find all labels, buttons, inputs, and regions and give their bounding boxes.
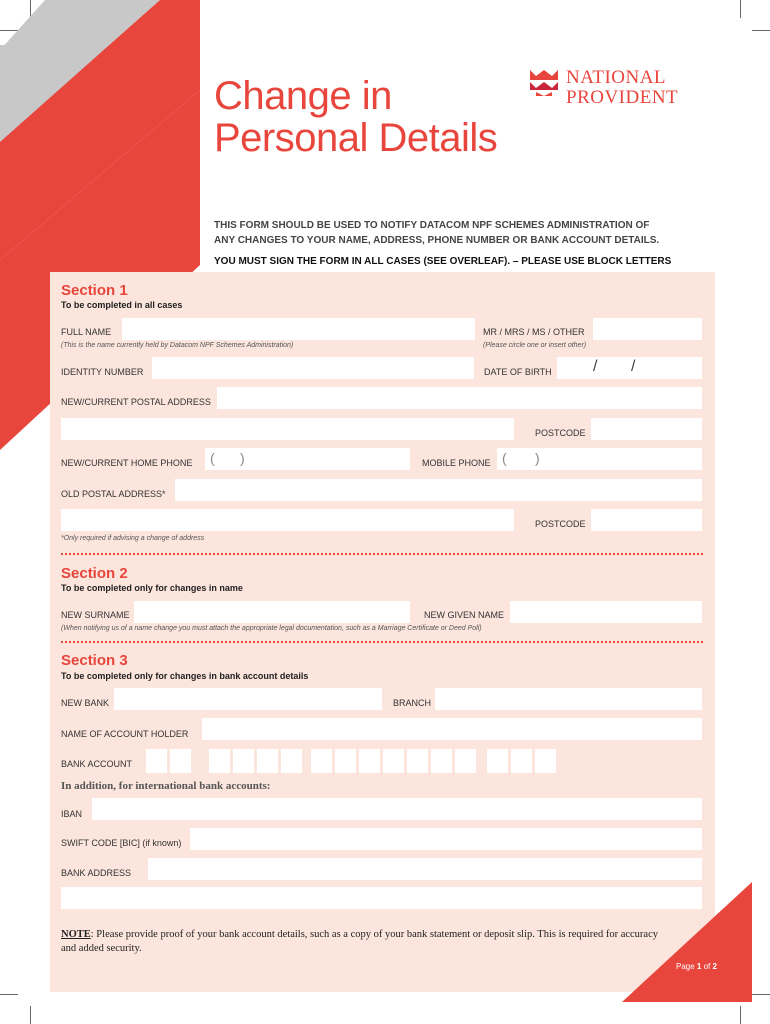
- account-digit-box[interactable]: [209, 749, 230, 773]
- mobile-phone-label: MOBILE PHONE: [422, 458, 491, 468]
- postal-address-field[interactable]: [217, 387, 702, 409]
- account-digit-box[interactable]: [146, 749, 167, 773]
- account-digit-box[interactable]: [233, 749, 254, 773]
- dob-separator: /: [631, 358, 636, 375]
- crop-mark: [752, 30, 770, 31]
- full-name-hint: (This is the name currently held by Datacom NPF Schemes Administration): [61, 342, 294, 349]
- paren-close: ): [240, 450, 245, 466]
- logo-line1: NATIONAL: [566, 67, 667, 88]
- bank-address-line2-field[interactable]: [61, 887, 702, 909]
- name-change-hint: (When notifying us of a name change you must attach the appropriate legal documentation, such as a Marriage Certificate or Deed Poll): [61, 625, 482, 632]
- account-digit-box[interactable]: [281, 749, 302, 773]
- new-surname-label: NEW SURNAME: [61, 610, 130, 620]
- title-label: MR / MRS / MS / OTHER: [483, 327, 585, 337]
- old-postal-field[interactable]: [175, 479, 702, 501]
- postal-address-label: NEW/CURRENT POSTAL ADDRESS: [61, 397, 211, 407]
- account-digit-box[interactable]: [257, 749, 278, 773]
- account-digit-box[interactable]: [311, 749, 332, 773]
- iban-label: IBAN: [61, 809, 83, 819]
- swift-field[interactable]: [190, 828, 702, 850]
- dob-label: DATE OF BIRTH: [484, 367, 552, 377]
- account-digit-box[interactable]: [487, 749, 508, 773]
- section2-title: Section 2: [61, 565, 128, 582]
- full-name-field[interactable]: [122, 318, 475, 340]
- new-bank-label: NEW BANK: [61, 698, 110, 708]
- home-phone-field[interactable]: [205, 448, 410, 470]
- bank-address-field[interactable]: [148, 858, 702, 880]
- bank-account-label: BANK ACCOUNT: [61, 759, 133, 769]
- postal-address-line2-field[interactable]: [61, 418, 514, 440]
- account-digit-box[interactable]: [359, 749, 380, 773]
- bank-address-label: BANK ADDRESS: [61, 868, 132, 878]
- logo-line2: PROVIDENT: [566, 87, 679, 108]
- paren-open: (: [210, 450, 215, 466]
- section3-title: Section 3: [61, 652, 128, 669]
- page-title: Change in Personal Details: [214, 74, 498, 160]
- logo: [528, 68, 678, 108]
- account-digit-box[interactable]: [335, 749, 356, 773]
- crop-mark: [740, 0, 741, 18]
- account-digit-box[interactable]: [455, 749, 476, 773]
- form-panel: [50, 272, 715, 992]
- new-given-name-field[interactable]: [510, 601, 702, 623]
- id-number-label: IDENTITY NUMBER: [61, 367, 144, 377]
- account-digit-box[interactable]: [170, 749, 191, 773]
- bank-proof-note: NOTE: Please provide proof of your bank account details, such as a copy of your bank statement or deposit slip. This is required for accuracy and added security.: [61, 929, 658, 954]
- crop-mark: [30, 1006, 31, 1024]
- account-digit-box[interactable]: [535, 749, 556, 773]
- old-postal-line2-field[interactable]: [61, 509, 514, 531]
- title-field[interactable]: [593, 318, 702, 340]
- section3-subtitle: To be completed only for changes in bank account details: [61, 671, 309, 681]
- full-name-label: FULL NAME: [61, 327, 112, 337]
- old-postcode-label: POSTCODE: [535, 519, 586, 529]
- postcode-label: POSTCODE: [535, 428, 586, 438]
- paren-close: ): [535, 450, 540, 466]
- account-digit-box[interactable]: [511, 749, 532, 773]
- new-surname-field[interactable]: [134, 601, 410, 623]
- branch-label: BRANCH: [393, 698, 432, 708]
- form-notice: THIS FORM SHOULD BE USED TO NOTIFY DATACOM NPF SCHEMES ADMINISTRATION OF ANY CHANGES TO YOUR NAME, ADDRESS, PHONE NUMBER OR BANK ACCOUNT DETAILS. YOU MUST SIGN THE FORM IN ALL CASES (SEE OVERLEAF). – PLEASE USE BLOCK LETTERS: [214, 220, 672, 267]
- section-divider: [61, 553, 703, 555]
- account-holder-field[interactable]: [202, 718, 702, 740]
- section2-subtitle: To be completed only for changes in name: [61, 583, 243, 593]
- section1-subtitle: To be completed in all cases: [61, 300, 183, 310]
- section1-title: Section 1: [61, 282, 128, 299]
- crop-mark: [752, 994, 770, 995]
- account-digit-box[interactable]: [383, 749, 404, 773]
- swift-label: SWIFT CODE [BIC] (if known): [61, 838, 182, 848]
- iban-field[interactable]: [92, 798, 702, 820]
- account-holder-label: NAME OF ACCOUNT HOLDER: [61, 729, 189, 739]
- old-postcode-field[interactable]: [591, 509, 702, 531]
- old-postal-label: OLD POSTAL ADDRESS*: [61, 489, 166, 499]
- crop-mark: [740, 1006, 741, 1024]
- mobile-phone-field[interactable]: [497, 448, 702, 470]
- dob-separator: /: [593, 358, 598, 375]
- account-digit-box[interactable]: [407, 749, 428, 773]
- corner-decoration: [622, 882, 752, 1002]
- paren-open: (: [502, 450, 507, 466]
- home-phone-label: NEW/CURRENT HOME PHONE: [61, 458, 193, 468]
- title-hint: (Please circle one or insert other): [483, 342, 587, 349]
- international-heading: In addition, for international bank accounts:: [61, 780, 271, 792]
- section-divider: [61, 641, 703, 643]
- new-bank-field[interactable]: [114, 688, 382, 710]
- dob-field[interactable]: [557, 357, 702, 379]
- account-digit-box[interactable]: [431, 749, 452, 773]
- address-footnote: *Only required if advising a change of address: [61, 535, 205, 542]
- new-given-name-label: NEW GIVEN NAME: [424, 610, 505, 620]
- page-number: Page 1 of 2: [676, 962, 717, 971]
- crop-mark: [0, 994, 18, 995]
- id-number-field[interactable]: [152, 357, 474, 379]
- branch-field[interactable]: [435, 688, 702, 710]
- postcode-field[interactable]: [591, 418, 702, 440]
- crown-logo-icon: [528, 68, 560, 98]
